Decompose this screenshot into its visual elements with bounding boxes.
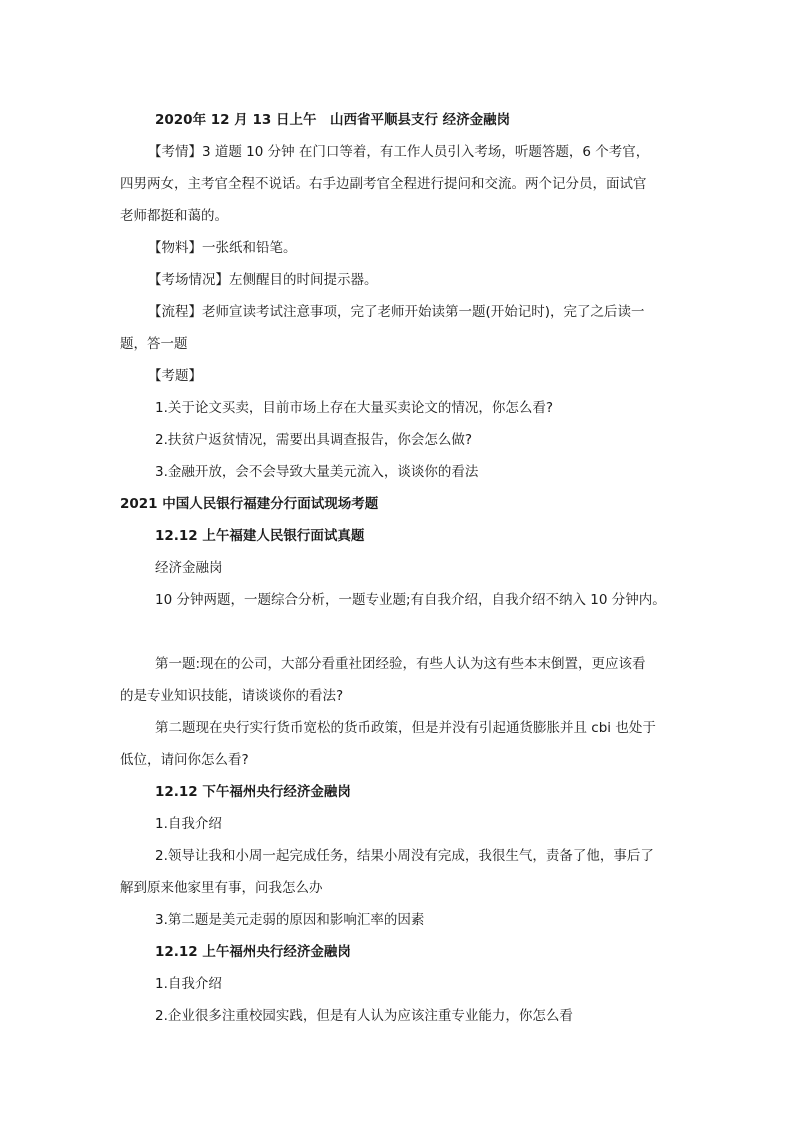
kaoqing-line-1: 【考情】3 道题 10 分钟 在门口等着，有工作人员引入考场，听题答题，6 个考官， [148, 144, 650, 160]
sub1-question-1-line-2: 的是专业知识技能，请谈谈你的看法? [120, 688, 344, 704]
question-3: 3.金融开放，会不会导致大量美元流入，谈谈你的看法 [155, 464, 479, 480]
sub2-question-1: 1.自我介绍 [155, 816, 222, 832]
subsection-heading-2: 12.12 下午福州央行经济金融岗 [155, 784, 351, 800]
sub2-question-2-line-1: 2.领导让我和小周一起完成任务，结果小周没有完成，我很生气，责备了他，事后了 [155, 848, 654, 864]
format-description: 10 分钟两题，一题综合分析，一题专业题;有自我介绍，自我介绍不纳入 10 分钟内。 [155, 592, 666, 608]
wuliao-paragraph: 【物料】一张纸和铅笔。 [148, 240, 297, 256]
liucheng-line-2: 题，答一题 [120, 336, 188, 352]
sub1-question-2-line-2: 低位，请问你怎么看? [120, 752, 249, 768]
liucheng-line-1: 【流程】老师宣读考试注意事项，完了老师开始读第一题(开始记时)，完了之后读一 [148, 304, 645, 320]
sub1-question-2-line-1: 第二题现在央行实行货币宽松的货币政策，但是并没有引起通货膨胀并且 cbi 也处于 [155, 720, 656, 736]
subsection-heading-3: 12.12 上午福州央行经济金融岗 [155, 944, 351, 960]
sub2-question-2-line-2: 解到原来他家里有事，问我怎么办 [120, 880, 323, 896]
subsection-heading-1: 12.12 上午福建人民银行面试真题 [155, 528, 365, 544]
position-label: 经济金融岗 [155, 560, 223, 576]
kaoqing-line-3: 老师都挺和蔼的。 [120, 208, 228, 224]
kaoqing-line-2: 四男两女，主考官全程不说话。右手边副考官全程进行提问和交流。两个记分员，面试官 [120, 176, 647, 192]
section-heading-2020: 2020年 12 月 13 日上午 山西省平顺县支行 经济金融岗 [155, 112, 511, 128]
sub3-question-1: 1.自我介绍 [155, 976, 222, 992]
question-1: 1.关于论文买卖，目前市场上存在大量买卖论文的情况，你怎么看? [155, 400, 554, 416]
kaochang-paragraph: 【考场情况】左侧醒目的时间提示器。 [148, 272, 378, 288]
question-2: 2.扶贫户返贫情况，需要出具调查报告，你会怎么做? [155, 432, 473, 448]
kaoti-label: 【考题】 [148, 368, 202, 384]
sub3-question-2: 2.企业很多注重校园实践，但是有人认为应该注重专业能力，你怎么看 [155, 1008, 573, 1024]
sub1-question-1-line-1: 第一题:现在的公司，大部分看重社团经验，有些人认为这有些本末倒置，更应该看 [155, 656, 646, 672]
sub2-question-3: 3.第二题是美元走弱的原因和影响汇率的因素 [155, 912, 425, 928]
section-heading-2021: 2021 中国人民银行福建分行面试现场考题 [120, 496, 379, 512]
